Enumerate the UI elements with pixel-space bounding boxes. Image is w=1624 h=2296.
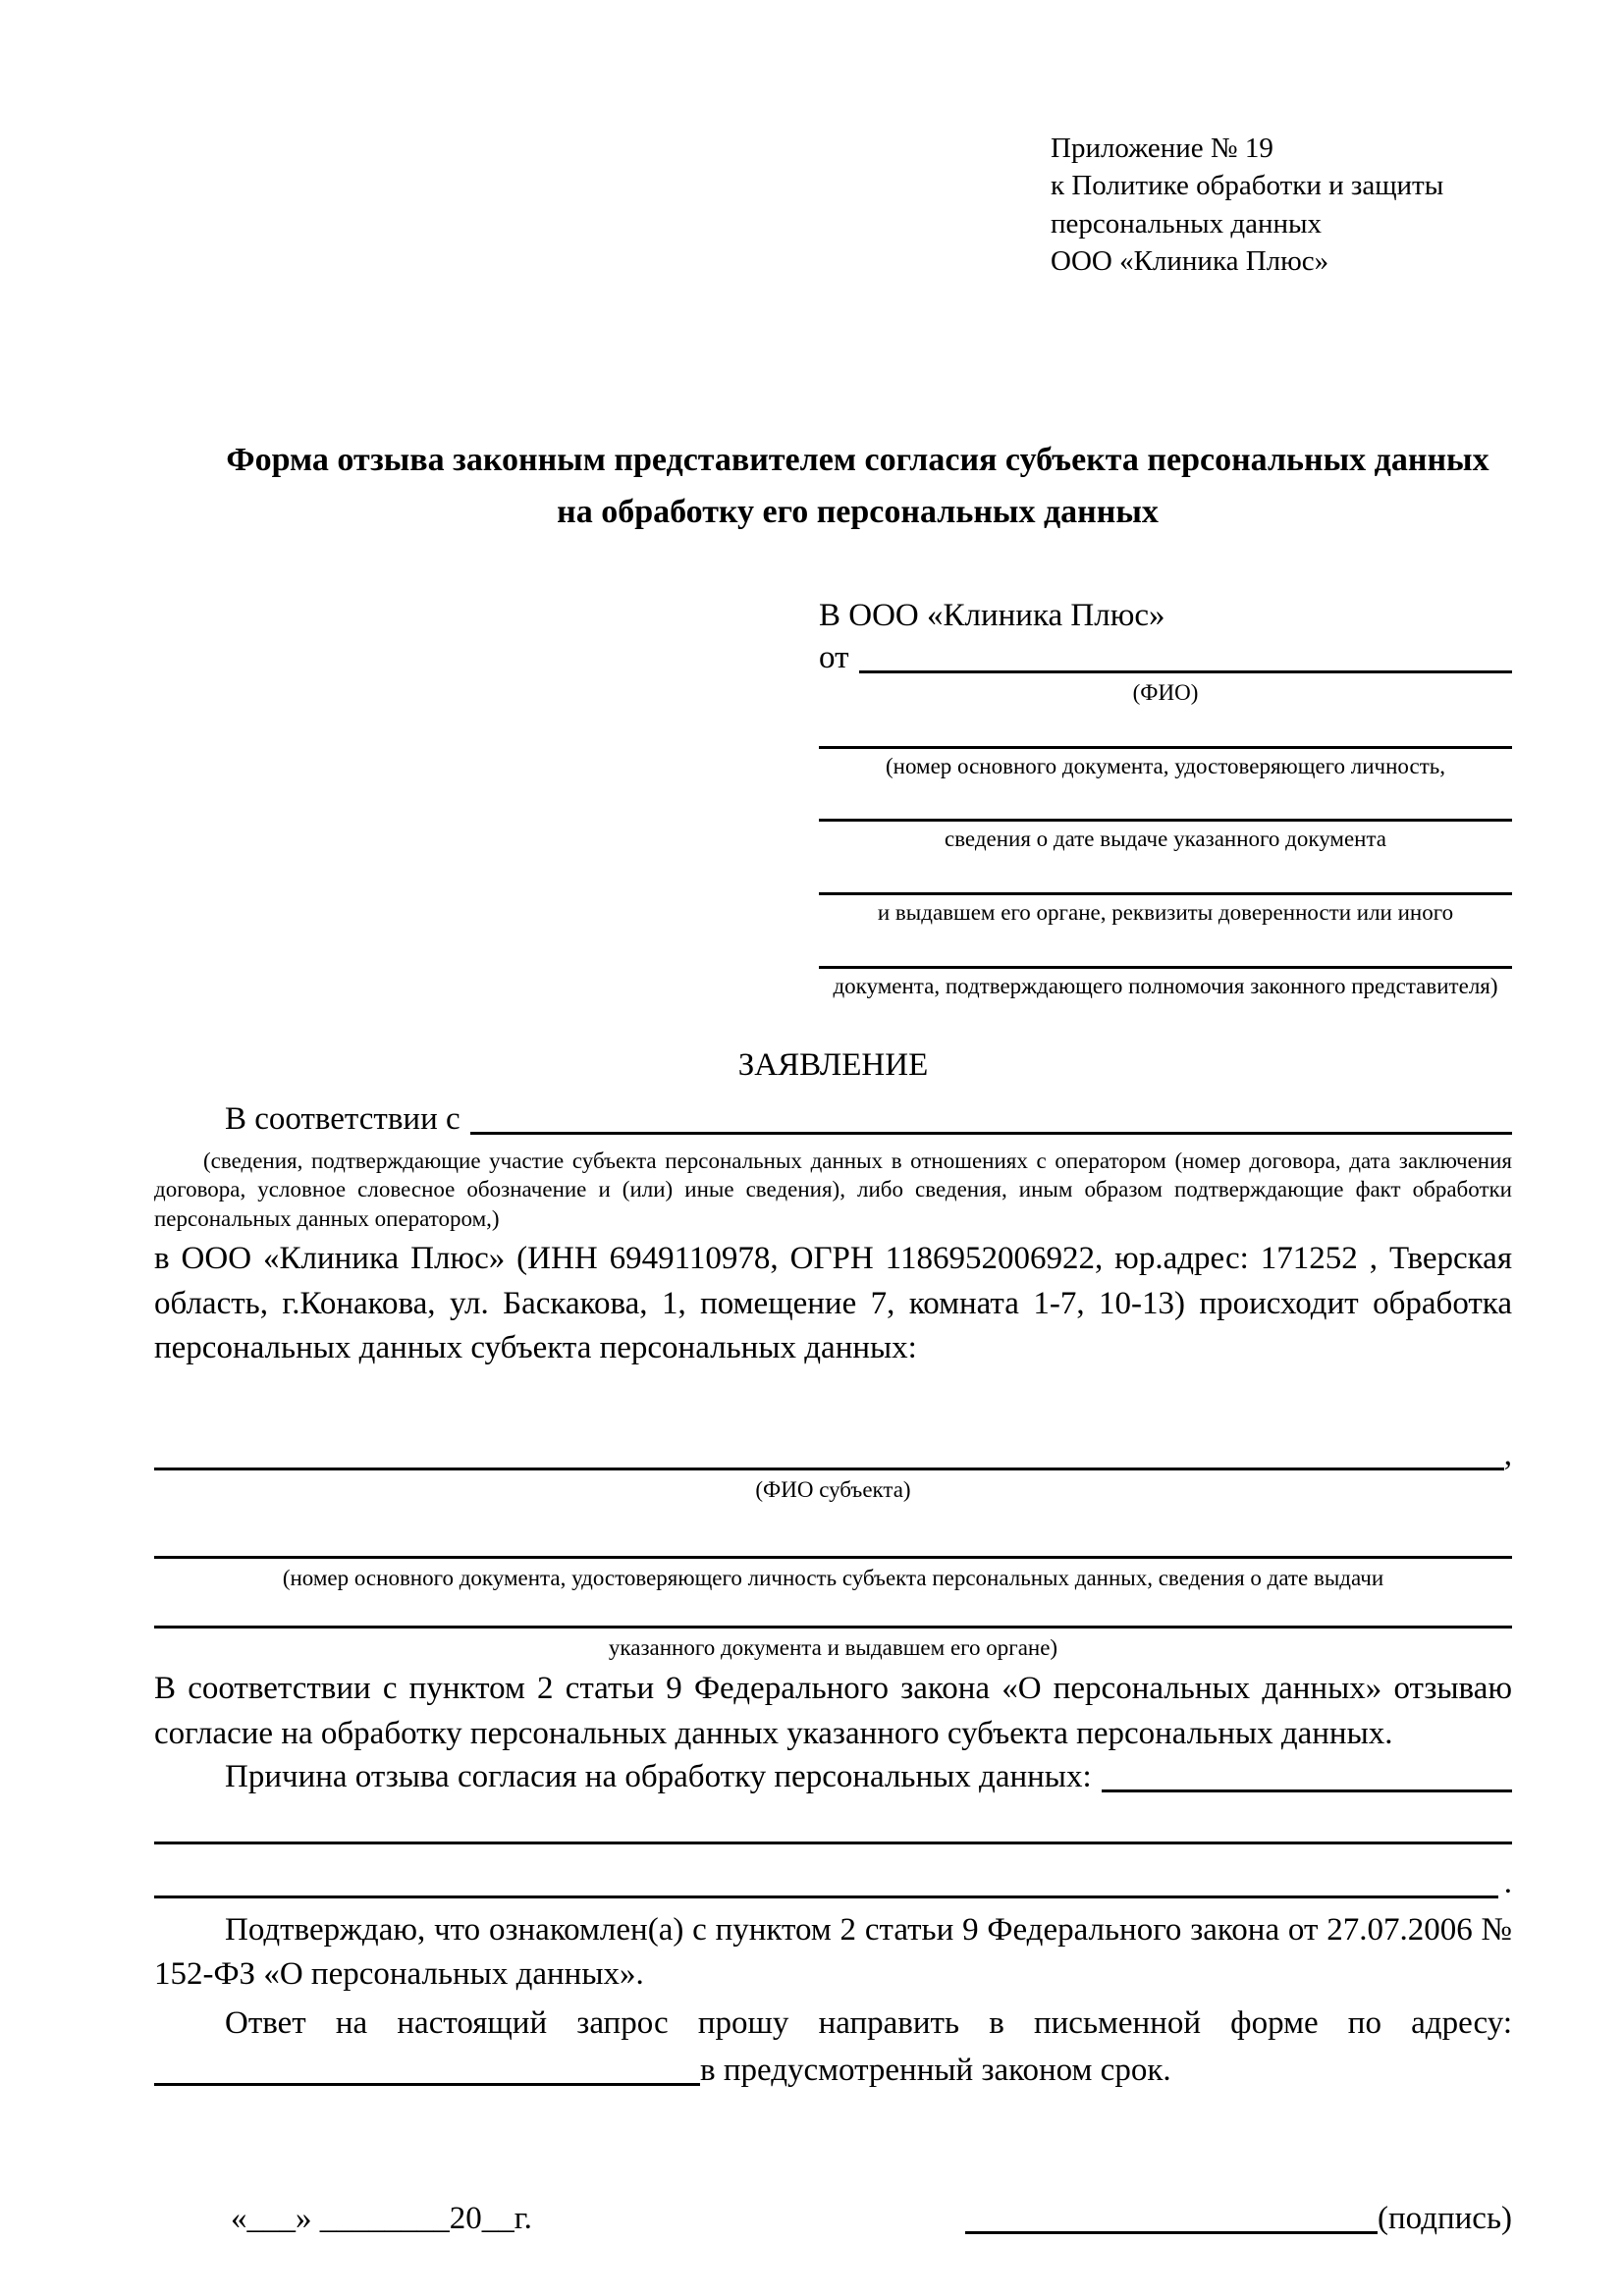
withdraw-paragraph: В соответствии с пунктом 2 статьи 9 Федерального закона «О персональных данных» отзываю согласие на обработку персональных данных указанного субъекта персональных данных. xyxy=(154,1671,1512,1751)
signature-blank-line xyxy=(965,2231,1378,2234)
document-title: Форма отзыва законным представителем согласия субъекта персональных данных на обработку его персональных данных xyxy=(226,442,1489,530)
doc-issue-date-blank-line xyxy=(819,819,1512,822)
subject-doc-blank-line-2 xyxy=(154,1626,1512,1629)
reason-blank-line-inline xyxy=(1102,1789,1512,1792)
addressee-from-row xyxy=(819,637,1512,679)
subject-fio-line-suffix: , xyxy=(1503,1436,1512,1472)
reply-address-row xyxy=(154,2050,1512,2092)
reason-row xyxy=(154,1756,1512,1798)
doc-issue-date-caption: сведения о дате выдаче указанного документа xyxy=(944,827,1387,852)
addressee-to: В ООО «Клиника Плюс» xyxy=(819,598,1165,634)
statement-intro-label: В соответствии с xyxy=(225,1101,460,1138)
footer-row xyxy=(154,2198,1512,2240)
header-line-appendix: Приложение № 19 xyxy=(1051,133,1273,164)
header-line-company: ООО «Клиника Плюс» xyxy=(1051,244,1329,277)
statement-intro-row xyxy=(154,1098,1512,1141)
operator-paragraph: в ООО «Клиника Плюс» (ИНН 6949110978, ОГРН 1186952006922, юр.адрес: 171252 , Тверская область, г.Конакова, ул. Баскакова, 1, помещение 7, комната 1-7, 10-13) происходит обработка персональных данных субъекта персональных данных: xyxy=(154,1241,1512,1366)
reason-line-suffix: . xyxy=(1503,1864,1512,1900)
reason-blank-row-1 xyxy=(154,1842,1512,1850)
doc-issuer-blank-line xyxy=(819,892,1512,895)
addressee-block xyxy=(819,595,1512,999)
intro-blank-line xyxy=(470,1132,1512,1135)
date-blank-line: «___» ________20__г. xyxy=(231,2201,532,2237)
addressee-from-label: от xyxy=(819,640,849,676)
doc-issuer-caption: и выдавшем его органе, реквизиты доверенности или иного xyxy=(877,900,1454,925)
doc-authority-caption: документа, подтверждающего полномочия законного представителя) xyxy=(833,973,1498,998)
acknowledgement-paragraph: Подтверждаю, что ознакомлен(а) с пунктом 2 статьи 9 Федерального закона от 27.07.2006 № 152-ФЗ «О персональных данных». xyxy=(154,1911,1512,1993)
signature-caption: (подпись) xyxy=(1378,2201,1512,2237)
reply-suffix: в предусмотренный законом срок. xyxy=(700,2053,1171,2089)
doc-authority-blank-line xyxy=(819,966,1512,969)
fio-caption: (ФИО) xyxy=(1132,680,1199,706)
reply-label: Ответ на настоящий запрос прошу направить в письменной форме по адресу: xyxy=(225,2004,1512,2041)
statement-heading: ЗАЯВЛЕНИЕ xyxy=(737,1047,929,1084)
subject-fio-blank-line xyxy=(154,1468,1504,1470)
subject-doc-row-1 xyxy=(154,1556,1512,1565)
fio-blank-line xyxy=(859,670,1513,673)
subject-fio-caption: (ФИО субъекта) xyxy=(755,1476,911,1502)
subject-doc-blank-line-1 xyxy=(154,1556,1512,1559)
subject-doc-caption-2: указанного документа и выдавшем его органе) xyxy=(608,1635,1058,1661)
doc-number-caption: (номер основного документа, удостоверяющего личность, xyxy=(885,753,1445,778)
subject-fio-row xyxy=(154,1434,1512,1476)
subject-doc-row-2 xyxy=(154,1626,1512,1634)
header-line-personal-data: персональных данных xyxy=(1051,207,1323,240)
reason-blank-line-1 xyxy=(154,1842,1512,1844)
reason-label: Причина отзыва согласия на обработку персональных данных: xyxy=(225,1759,1092,1795)
doc-number-blank-line xyxy=(819,746,1512,749)
intro-caption: (сведения, подтверждающие участие субъекта персональных данных в отношениях с оператором (номер договора, дата заключения договора, условное словесное обозначение и (или) иные сведения), либо сведения, иным образом подтверждающие факт обработки персональных данных оператором,) xyxy=(154,1148,1512,1231)
reason-blank-row-2 xyxy=(154,1862,1512,1904)
signature-block xyxy=(965,2198,1512,2240)
reply-address-blank-line xyxy=(154,2083,700,2086)
header-block xyxy=(1051,130,1512,280)
subject-doc-caption-1: (номер основного документа, удостоверяющего личность субъекта персональных данных, сведения о дате выдачи xyxy=(282,1565,1384,1590)
header-line-policy: к Политике обработки и защиты xyxy=(1051,170,1444,202)
reason-blank-line-2 xyxy=(154,1896,1498,1898)
